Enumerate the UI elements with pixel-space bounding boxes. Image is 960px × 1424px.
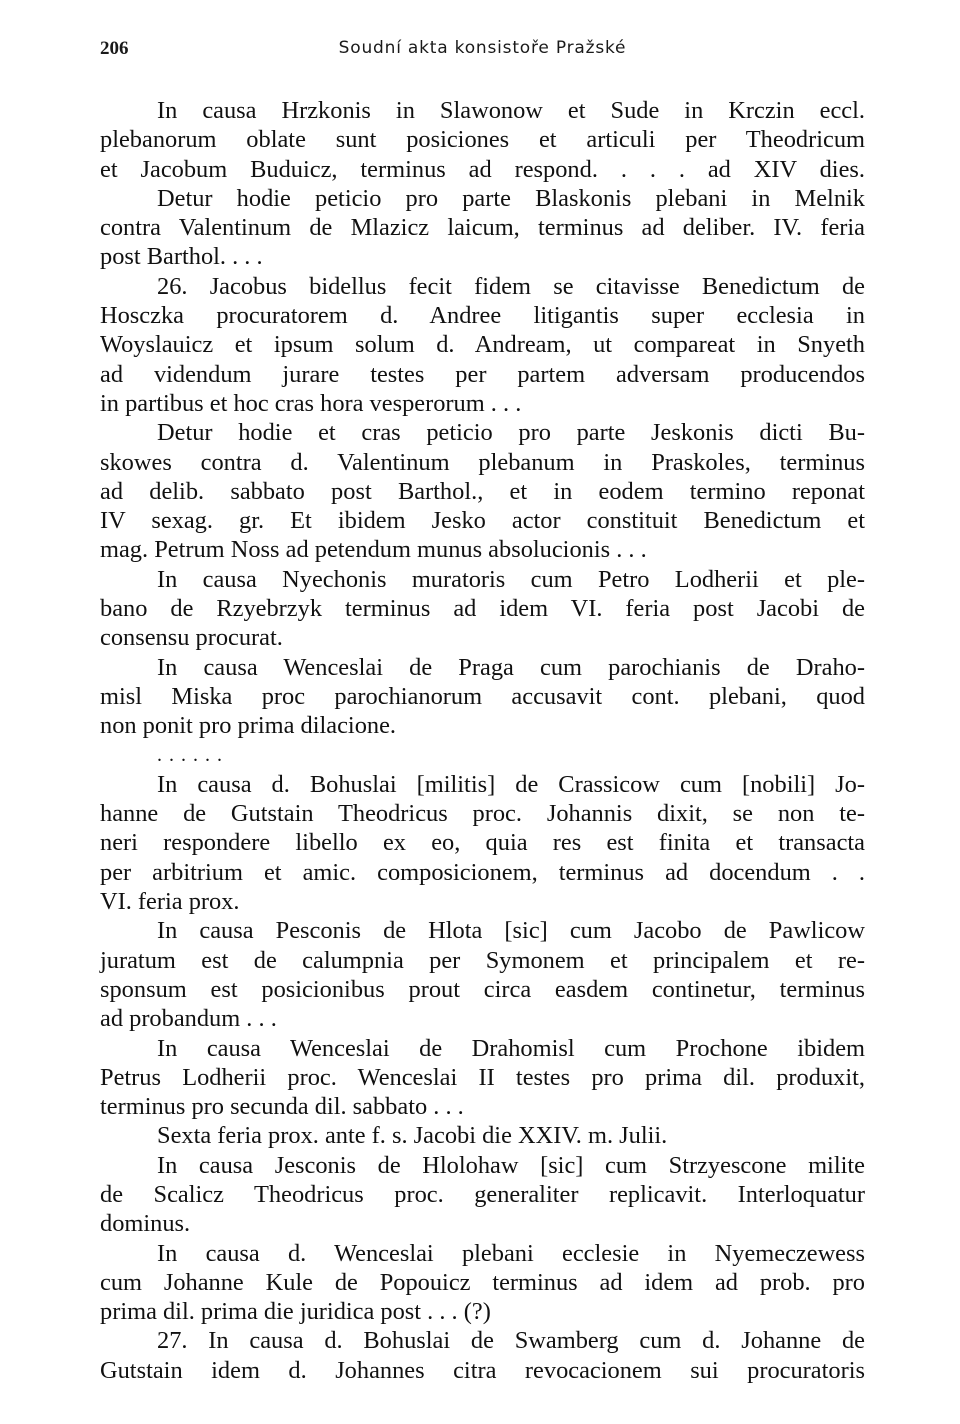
text-line: prima dil. prima die juridica post . . . (?) <box>100 1298 491 1326</box>
text-line: post Barthol. . . . <box>100 243 263 271</box>
text-line: IV sexag. gr. Et ibidem Jesko actor constituit Benedictum et <box>100 507 865 535</box>
text-line: In causa Wenceslai de Drahomisl cum Prochone ibidem <box>157 1034 865 1062</box>
text-line: In causa Jesconis de Hlolohaw [sic] cum Strzyescone milite <box>157 1151 865 1179</box>
page-number: 206 <box>100 38 129 59</box>
text-line: neri respondere libello ex eo, quia res est finita et transacta <box>100 829 865 857</box>
text-line: ad probandum . . . <box>100 1005 277 1033</box>
text-line: bano de Rzyebrzyk terminus ad idem VI. feria post Jacobi de <box>100 595 865 623</box>
text-line: In causa d. Bohuslai [militis] de Crassicow cum [nobili] Jo- <box>157 770 865 798</box>
text-line: In causa Pesconis de Hlota [sic] cum Jacobo de Pawlicow <box>157 917 865 945</box>
text-line: misl Miska proc parochianorum accusavit cont. plebani, quod <box>100 682 865 710</box>
text-line: juratum est de calumpnia per Symonem et principalem et re- <box>100 946 865 974</box>
text-line: hanne de Gutstain Theodricus proc. Johannis dixit, se non te- <box>100 800 865 828</box>
text-line: per arbitrium et amic. composicionem, terminus ad docendum . . <box>100 858 865 886</box>
text-line: VI. feria prox. <box>100 888 240 916</box>
text-line: ad videndum jurare testes per partem adversam producendos <box>100 360 865 388</box>
text-line: Detur hodie peticio pro parte Blaskonis plebani in Melnik <box>157 184 865 212</box>
text-line: contra Valentinum de Mlazicz laicum, terminus ad deliber. IV. feria <box>100 214 865 242</box>
text-line: non ponit pro prima dilacione. <box>100 712 397 740</box>
text-line: In causa Nyechonis muratoris cum Petro Lodherii et ple- <box>157 565 865 593</box>
ellipsis-line: ...... <box>157 743 229 766</box>
text-line: et Jacobum Buduicz, terminus ad respond. . . . ad XIV dies. <box>100 155 865 183</box>
text-line: Woyslauicz et ipsum solum d. Andream, ut compareat in Snyeth <box>100 331 865 359</box>
text-line: plebanorum oblate sunt posiciones et articuli per Theodricum <box>100 126 865 154</box>
body-text <box>100 96 865 1385</box>
text-line: Sexta feria prox. ante f. s. Jacobi die XXIV. m. Julii. <box>157 1122 668 1150</box>
text-line: in partibus et hoc cras hora vesperorum . . . <box>100 389 522 417</box>
text-line: Gutstain idem d. Johannes citra revocacionem sui procuratoris <box>100 1356 865 1384</box>
text-line: sponsum est posicionibus prout circa easdem continetur, terminus <box>100 975 865 1003</box>
text-line: 27. In causa d. Bohuslai de Swamberg cum d. Johanne de <box>157 1327 865 1355</box>
running-title: Soudní akta konsistoře Pražské <box>338 38 627 58</box>
text-line: Detur hodie et cras peticio pro parte Jeskonis dicti Bu- <box>157 419 865 447</box>
text-line: ad delib. sabbato post Barthol., et in eodem termino reponat <box>100 477 865 505</box>
text-line: terminus pro secunda dil. sabbato . . . <box>100 1093 464 1121</box>
text-line: In causa d. Wenceslai plebani ecclesie in Nyemeczewess <box>157 1239 865 1267</box>
text-line: dominus. <box>100 1210 191 1238</box>
text-line: de Scalicz Theodricus proc. generaliter replicavit. Interloquatur <box>100 1180 865 1208</box>
text-line: In causa Wenceslai de Praga cum parochianis de Draho- <box>157 653 865 681</box>
text-line: cum Johanne Kule de Popouicz terminus ad idem ad prob. pro <box>100 1268 865 1296</box>
text-line: Hosczka procuratorem d. Andree litigantis super ecclesia in <box>100 302 865 330</box>
text-line: 26. Jacobus bidellus fecit fidem se citavisse Benedictum de <box>157 272 865 300</box>
text-line: consensu procurat. <box>100 624 283 652</box>
text-line: mag. Petrum Noss ad petendum munus absolucionis . . . <box>100 536 647 564</box>
page-header <box>100 38 865 62</box>
text-line: Petrus Lodherii proc. Wenceslai II testes pro prima dil. produxit, <box>100 1063 865 1091</box>
text-line: skowes contra d. Valentinum plebanum in Praskoles, terminus <box>100 448 865 476</box>
text-line: In causa Hrzkonis in Slawonow et Sude in Krczin eccl. <box>157 97 865 124</box>
